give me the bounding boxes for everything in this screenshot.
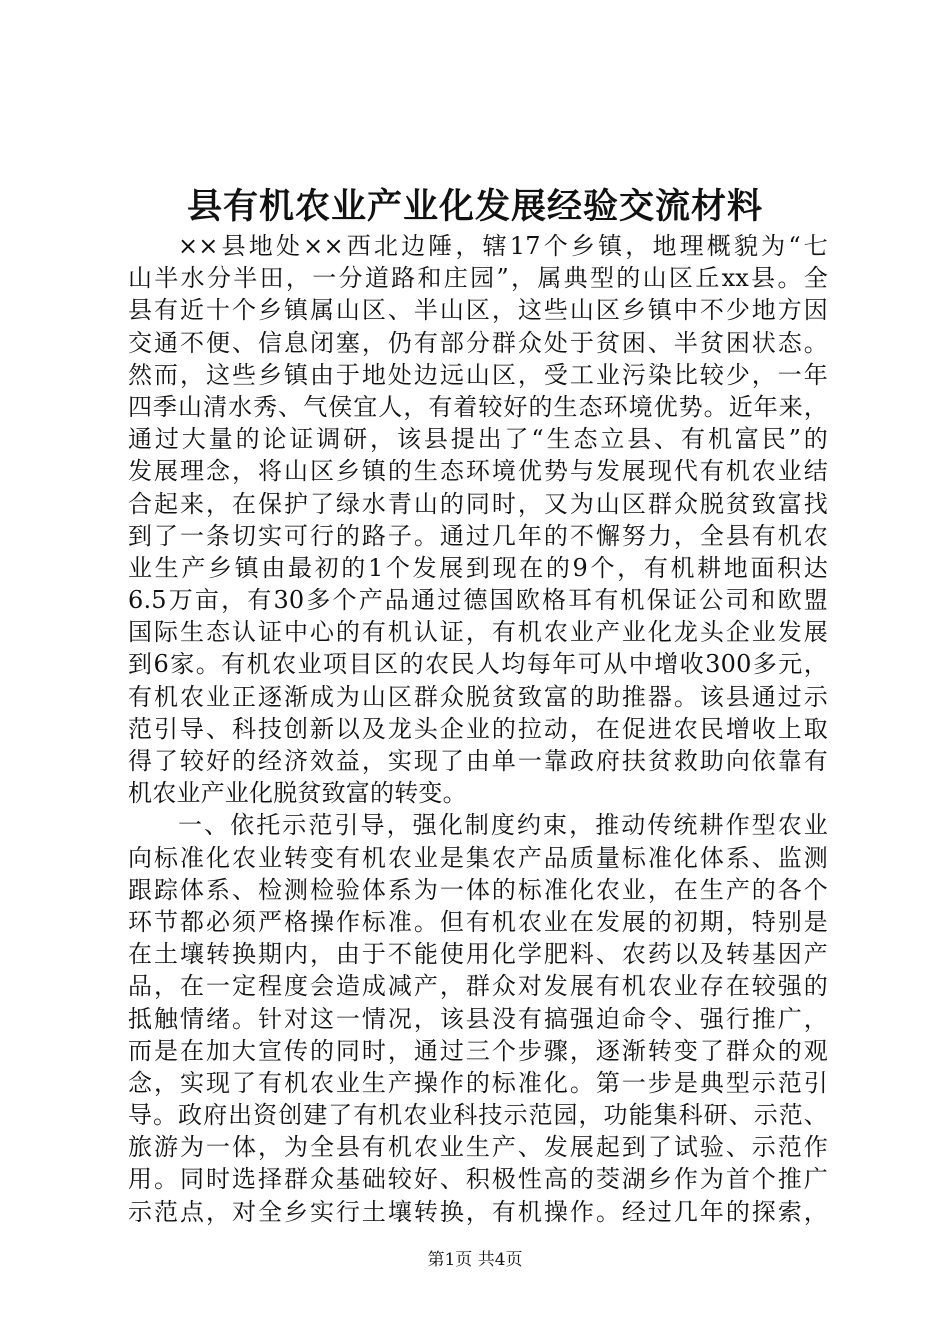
section-heading-line: 一、依托示范引导，强化制度约束，推动传统耕作型农业 [178, 811, 828, 840]
body-line: 国际生态认证中心的有机认证，有机农业产业化龙头企业发展 [128, 618, 828, 647]
body-line: 山半水分半田，一分道路和庄园”，属典型的山区丘xx县。全 [128, 264, 828, 293]
body-line: 得了较好的经济效益，实现了由单一靠政府扶贫救助向依靠有 [128, 747, 828, 775]
body-line: 而是在加大宣传的同时，通过三个步骤，逐渐转变了群众的观 [128, 1036, 828, 1065]
body-line: ××县地处××西北边陲，辖17个乡镇，地理概貌为“七 [178, 232, 828, 260]
body-line: 念，实现了有机农业生产操作的标准化。第一步是典型示范引 [128, 1068, 828, 1097]
body-line: 6.5万亩，有30多个产品通过德国欧格耳有机保证公司和欧盟 [128, 586, 828, 615]
body-line: 合起来，在保护了绿水青山的同时，又为山区群众脱贫致富找 [128, 489, 828, 518]
body-line: 用。同时选择群众基础较好、积极性高的茭湖乡作为首个推广 [128, 1165, 828, 1194]
body-line: 导。政府出资创建了有机农业科技示范园，功能集科研、示范、 [128, 1101, 828, 1130]
body-line: 县有近十个乡镇属山区、半山区，这些山区乡镇中不少地方因 [128, 296, 828, 325]
document-title: 县有机农业产业化发展经验交流材料 [186, 186, 763, 227]
body-line: 向标准化农业转变有机农业是集农产品质量标准化体系、监测 [128, 843, 828, 872]
document-body [128, 230, 828, 1228]
body-line: 发展理念，将山区乡镇的生态环境优势与发展现代有机农业结 [128, 457, 828, 486]
body-line: 到了一条切实可行的路子。通过几年的不懈努力，全县有机农 [128, 521, 828, 550]
body-line: 环节都必须严格操作标准。但有机农业在发展的初期，特别是 [128, 907, 828, 936]
body-line: 四季山清水秀、气侯宜人，有着较好的生态环境优势。近年来， [128, 392, 828, 421]
body-line: 在土壤转换期内，由于不能使用化学肥料、农药以及转基因产 [128, 940, 828, 969]
body-line: 范引导、科技创新以及龙头企业的拉动，在促进农民增收上取 [128, 714, 828, 743]
body-line: 示范点，对全乡实行土壤转换，有机操作。经过几年的探索， [128, 1197, 828, 1226]
body-line: 品，在一定程度会造成减产，群众对发展有机农业存在较强的 [128, 972, 828, 1001]
body-line: 业生产乡镇由最初的1个发展到现在的9个，有机耕地面积达 [128, 553, 828, 582]
body-line: 然而，这些乡镇由于地处边远山区，受工业污染比较少，一年 [128, 360, 828, 389]
body-line: 机农业产业化脱贫致富的转变。 [128, 779, 467, 808]
body-line: 跟踪体系、检测检验体系为一体的标准化农业，在生产的各个 [128, 875, 828, 904]
body-line: 交通不便、信息闭塞，仍有部分群众处于贫困、半贫困状态。 [128, 328, 828, 357]
body-line: 通过大量的论证调研，该县提出了“生态立县、有机富民”的 [128, 425, 828, 454]
page-number-footer: 第1页 共4页 [427, 1250, 523, 1270]
body-line: 抵触情绪。针对这一情况，该县没有搞强迫命令、强行推广， [128, 1004, 828, 1033]
body-line: 旅游为一体，为全县有机农业生产、发展起到了试验、示范作 [128, 1133, 828, 1162]
body-line: 有机农业正逐渐成为山区群众脱贫致富的助推器。该县通过示 [128, 682, 828, 711]
body-line: 到6家。有机农业项目区的农民人均每年可从中增收300多元， [128, 650, 828, 679]
